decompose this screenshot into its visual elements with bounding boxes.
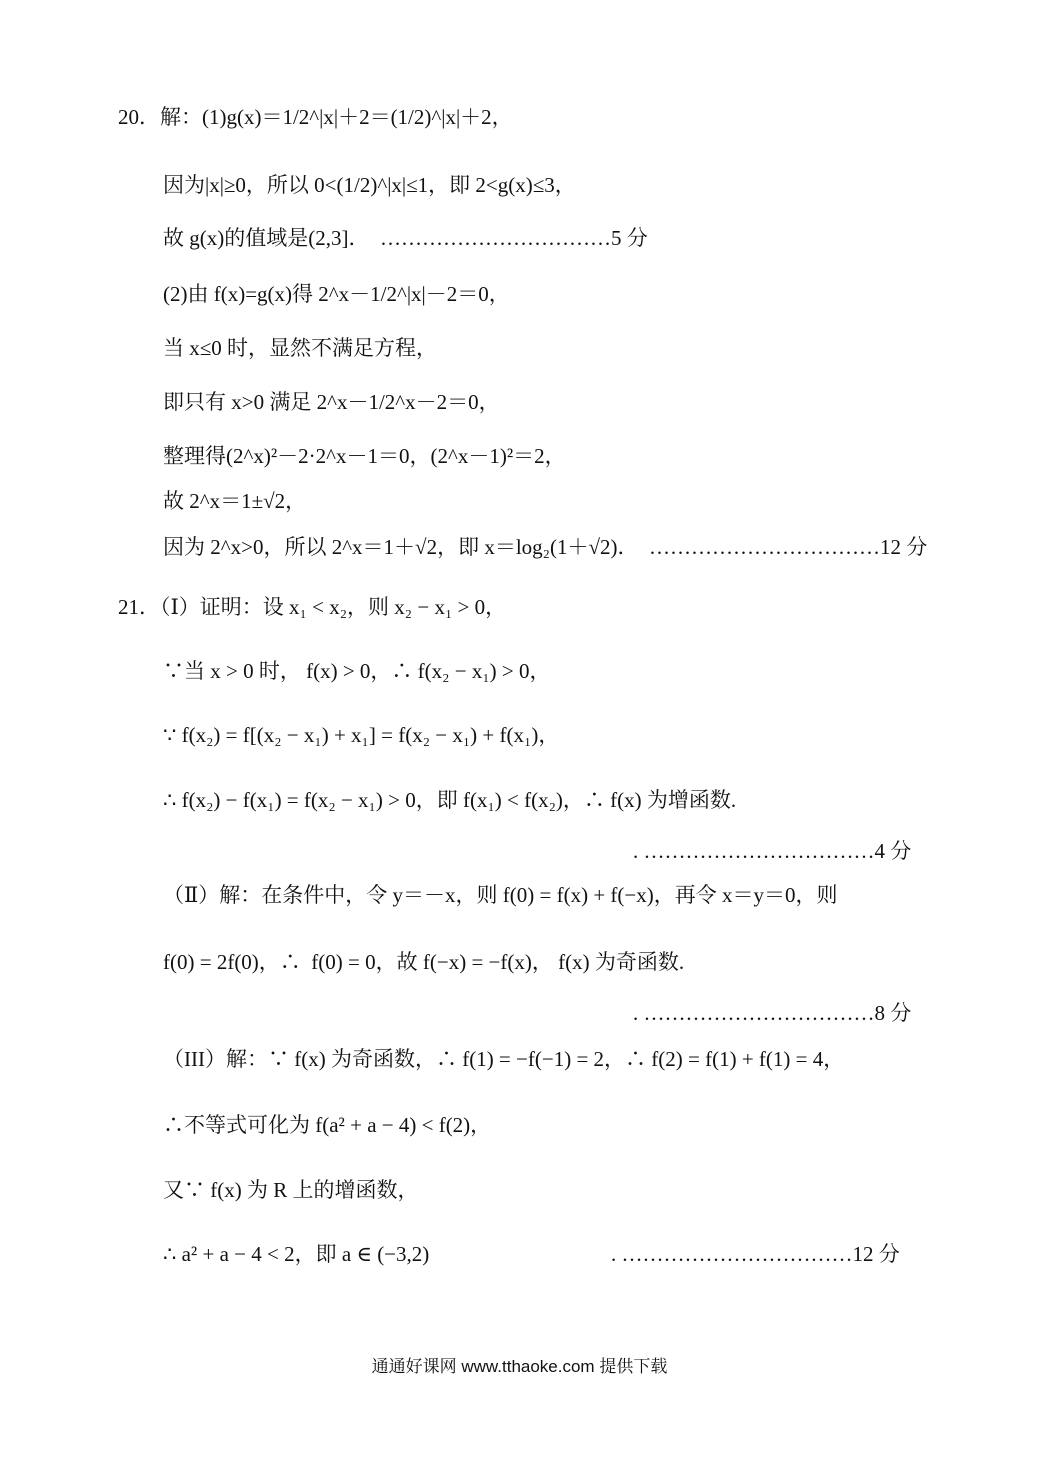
p20-line-7: 整理得(2^x)²－2·2^x－1＝0，(2^x－1)²＝2， — [163, 444, 566, 468]
p21-line-5: （Ⅱ）解：在条件中，令 y＝－x，则 f(0) = f(x) + f(−x)，再令 x＝y＝0，则 — [163, 883, 838, 907]
p20-line-6: 即只有 x>0 满足 2^x－1/2^x－2＝0， — [163, 390, 500, 414]
p21-line-9: 又∵ f(x) 为 R 上的增函数， — [163, 1178, 419, 1202]
p20-line-2: 因为|x|≥0，所以 0<(1/2)^|x|≤1，即 2<g(x)≤3， — [163, 173, 576, 197]
p21-line-4: ∴ f(x₂) − f(x₁) = f(x₂ − x₁) > 0，即 f(x₁) < f(x₂)，∴ f(x) 为增函数. — [163, 788, 737, 812]
p21-score-8: . ……………………………8 分 — [633, 1001, 912, 1025]
p21-score-12: . ……………………………12 分 — [611, 1242, 900, 1266]
p21-line-6: f(0) = 2f(0)，∴ f(0) = 0，故 f(−x) = −f(x)， f(x) 为奇函数. — [163, 950, 685, 974]
p20-line-4: (2)由 f(x)=g(x)得 2^x－1/2^|x|－2＝0， — [163, 282, 510, 306]
page-footer: 通通好课网 www.tthaoke.com 提供下载 — [371, 1357, 668, 1376]
p21-line-10: ∴ a² + a − 4 < 2，即 a ∈ (−3,2) — [163, 1242, 430, 1266]
p20-line-8: 故 2^x＝1±√2， — [163, 489, 307, 513]
p20-line-9: 因为 2^x>0，所以 2^x＝1＋√2，即 x＝log₂(1＋√2)． ……………………………12 分 — [163, 535, 928, 559]
p20-line-5: 当 x≤0 时，显然不满足方程， — [163, 336, 438, 360]
p21-line-2: ∵当 x > 0 时， f(x) > 0，∴ f(x₂ − x₁) > 0， — [163, 659, 551, 683]
p21-line-7: （III）解：∵ f(x) 为奇函数，∴ f(1) = −f(−1) = 2，∴ f(2) = f(1) + f(1) = 4， — [163, 1047, 845, 1071]
p21-line-3: ∵ f(x₂) = f[(x₂ − x₁) + x₁] = f(x₂ − x₁) + f(x₁)， — [163, 723, 560, 747]
p21-score-4: . ……………………………4 分 — [633, 839, 912, 863]
p21-line-8: ∴不等式可化为 f(a² + a − 4) < f(2)， — [163, 1113, 492, 1137]
p20-line-3: 故 g(x)的值域是(2,3]． ……………………………5 分 — [163, 226, 648, 250]
p21-line-1: 21．（Ⅰ）证明：设 x₁ < x₂，则 x₂ − x₁ > 0， — [118, 595, 507, 619]
p20-line-1: 20．解：(1)g(x)＝1/2^|x|＋2＝(1/2)^|x|＋2， — [118, 105, 513, 129]
